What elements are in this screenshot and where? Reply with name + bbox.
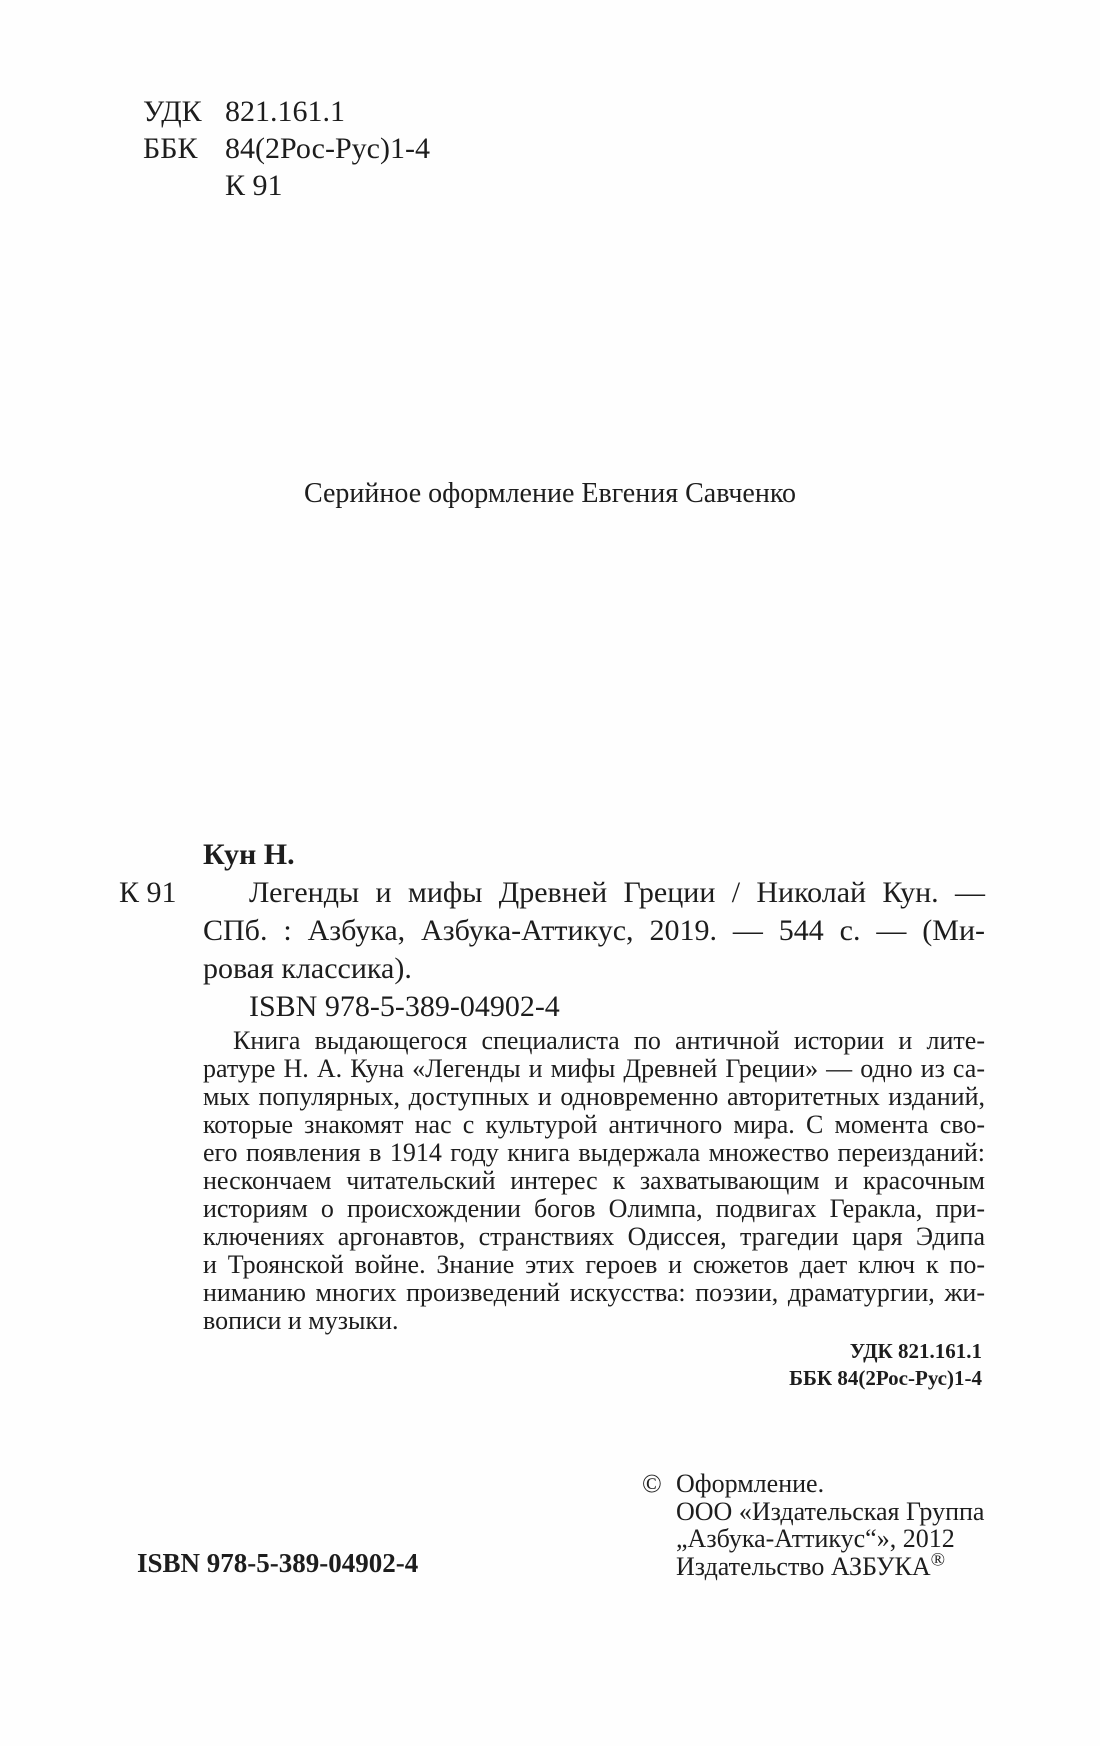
copyright-line: Оформление. bbox=[676, 1469, 825, 1498]
udk-row bbox=[143, 93, 430, 130]
annotation-line: историям о происхождении богов Олимпа, подвигах Геракла, при- bbox=[203, 1194, 985, 1223]
annotation-line: нескончаем читательский интерес к захватывающим и красочным bbox=[203, 1166, 985, 1195]
author-code-value: К 91 bbox=[225, 169, 283, 202]
registered-trademark-icon: ® bbox=[930, 1548, 946, 1570]
annotation-line: его появления в 1914 году книга выдержала множество переизданий: bbox=[203, 1138, 985, 1167]
catalog-entry-line: Легенды и мифы Древней Греции / Николай Кун. — bbox=[249, 876, 985, 909]
udk-bottom: УДК 821.161.1 bbox=[849, 1339, 982, 1363]
annotation-line: вописи и музыки. bbox=[203, 1306, 399, 1335]
bbk-value: 84(2Рос-Рус)1-4 bbox=[225, 132, 430, 165]
annotation-paragraph bbox=[203, 1027, 985, 1335]
annotation-line: мых популярных, доступных и одновременно авторитетных изданий, bbox=[203, 1082, 985, 1111]
footer-isbn: ISBN 978-5-389-04902-4 bbox=[137, 1548, 419, 1578]
catalog-entry-code: К 91 bbox=[119, 876, 177, 909]
catalog-entry-line: ровая классика). bbox=[203, 952, 412, 985]
annotation-line: которые знакомят нас с культурой античного мира. С момента сво- bbox=[203, 1110, 985, 1139]
udk-value: 821.161.1 bbox=[225, 95, 345, 128]
copyright-symbol: © bbox=[642, 1469, 662, 1498]
copyright-body bbox=[642, 1470, 1012, 1580]
catalog-entry bbox=[119, 874, 985, 1335]
publisher-line bbox=[676, 1548, 1012, 1581]
copyright-block bbox=[642, 1470, 1012, 1580]
udk-label: УДК bbox=[143, 95, 202, 128]
bbk-label: ББК bbox=[143, 132, 198, 165]
copyright-line: „Азбука-Аттикус“», 2012 bbox=[676, 1524, 955, 1553]
catalog-author-heading: Кун Н. bbox=[203, 838, 295, 871]
publisher-name: Издательство АЗБУКА bbox=[676, 1551, 931, 1581]
catalog-card bbox=[119, 836, 985, 1335]
annotation-line: и Троянской войне. Знание этих героев и сюжетов дает ключ к по- bbox=[203, 1250, 985, 1279]
bbk-row bbox=[143, 130, 430, 167]
catalog-entry-line: СПб. : Азбука, Азбука-Аттикус, 2019. — 544 с. — (Ми- bbox=[203, 914, 985, 947]
annotation-line: Книга выдающегося специалиста по античной истории и лите- bbox=[233, 1026, 985, 1055]
series-design-credit: Серийное оформление Евгения Савченко bbox=[303, 478, 797, 509]
classification-codes-bottom bbox=[789, 1338, 982, 1392]
copyright-line: ООО «Издательская Группа bbox=[676, 1496, 985, 1526]
bbk-bottom: ББК 84(2Рос-Рус)1-4 bbox=[789, 1366, 982, 1390]
author-code-row bbox=[143, 167, 430, 204]
catalog-isbn: ISBN 978-5-389-04902-4 bbox=[249, 990, 560, 1023]
annotation-line: ниманию многих произведений искусства: поэзии, драматургии, жи- bbox=[203, 1278, 985, 1307]
annotation-line: ратуре Н. А. Куна «Легенды и мифы Древней Греции» — одно из са- bbox=[203, 1054, 985, 1083]
annotation-line: ключениях аргонавтов, странствиях Одиссея, трагедии царя Эдипа bbox=[203, 1222, 985, 1251]
classification-codes-top bbox=[143, 93, 430, 204]
